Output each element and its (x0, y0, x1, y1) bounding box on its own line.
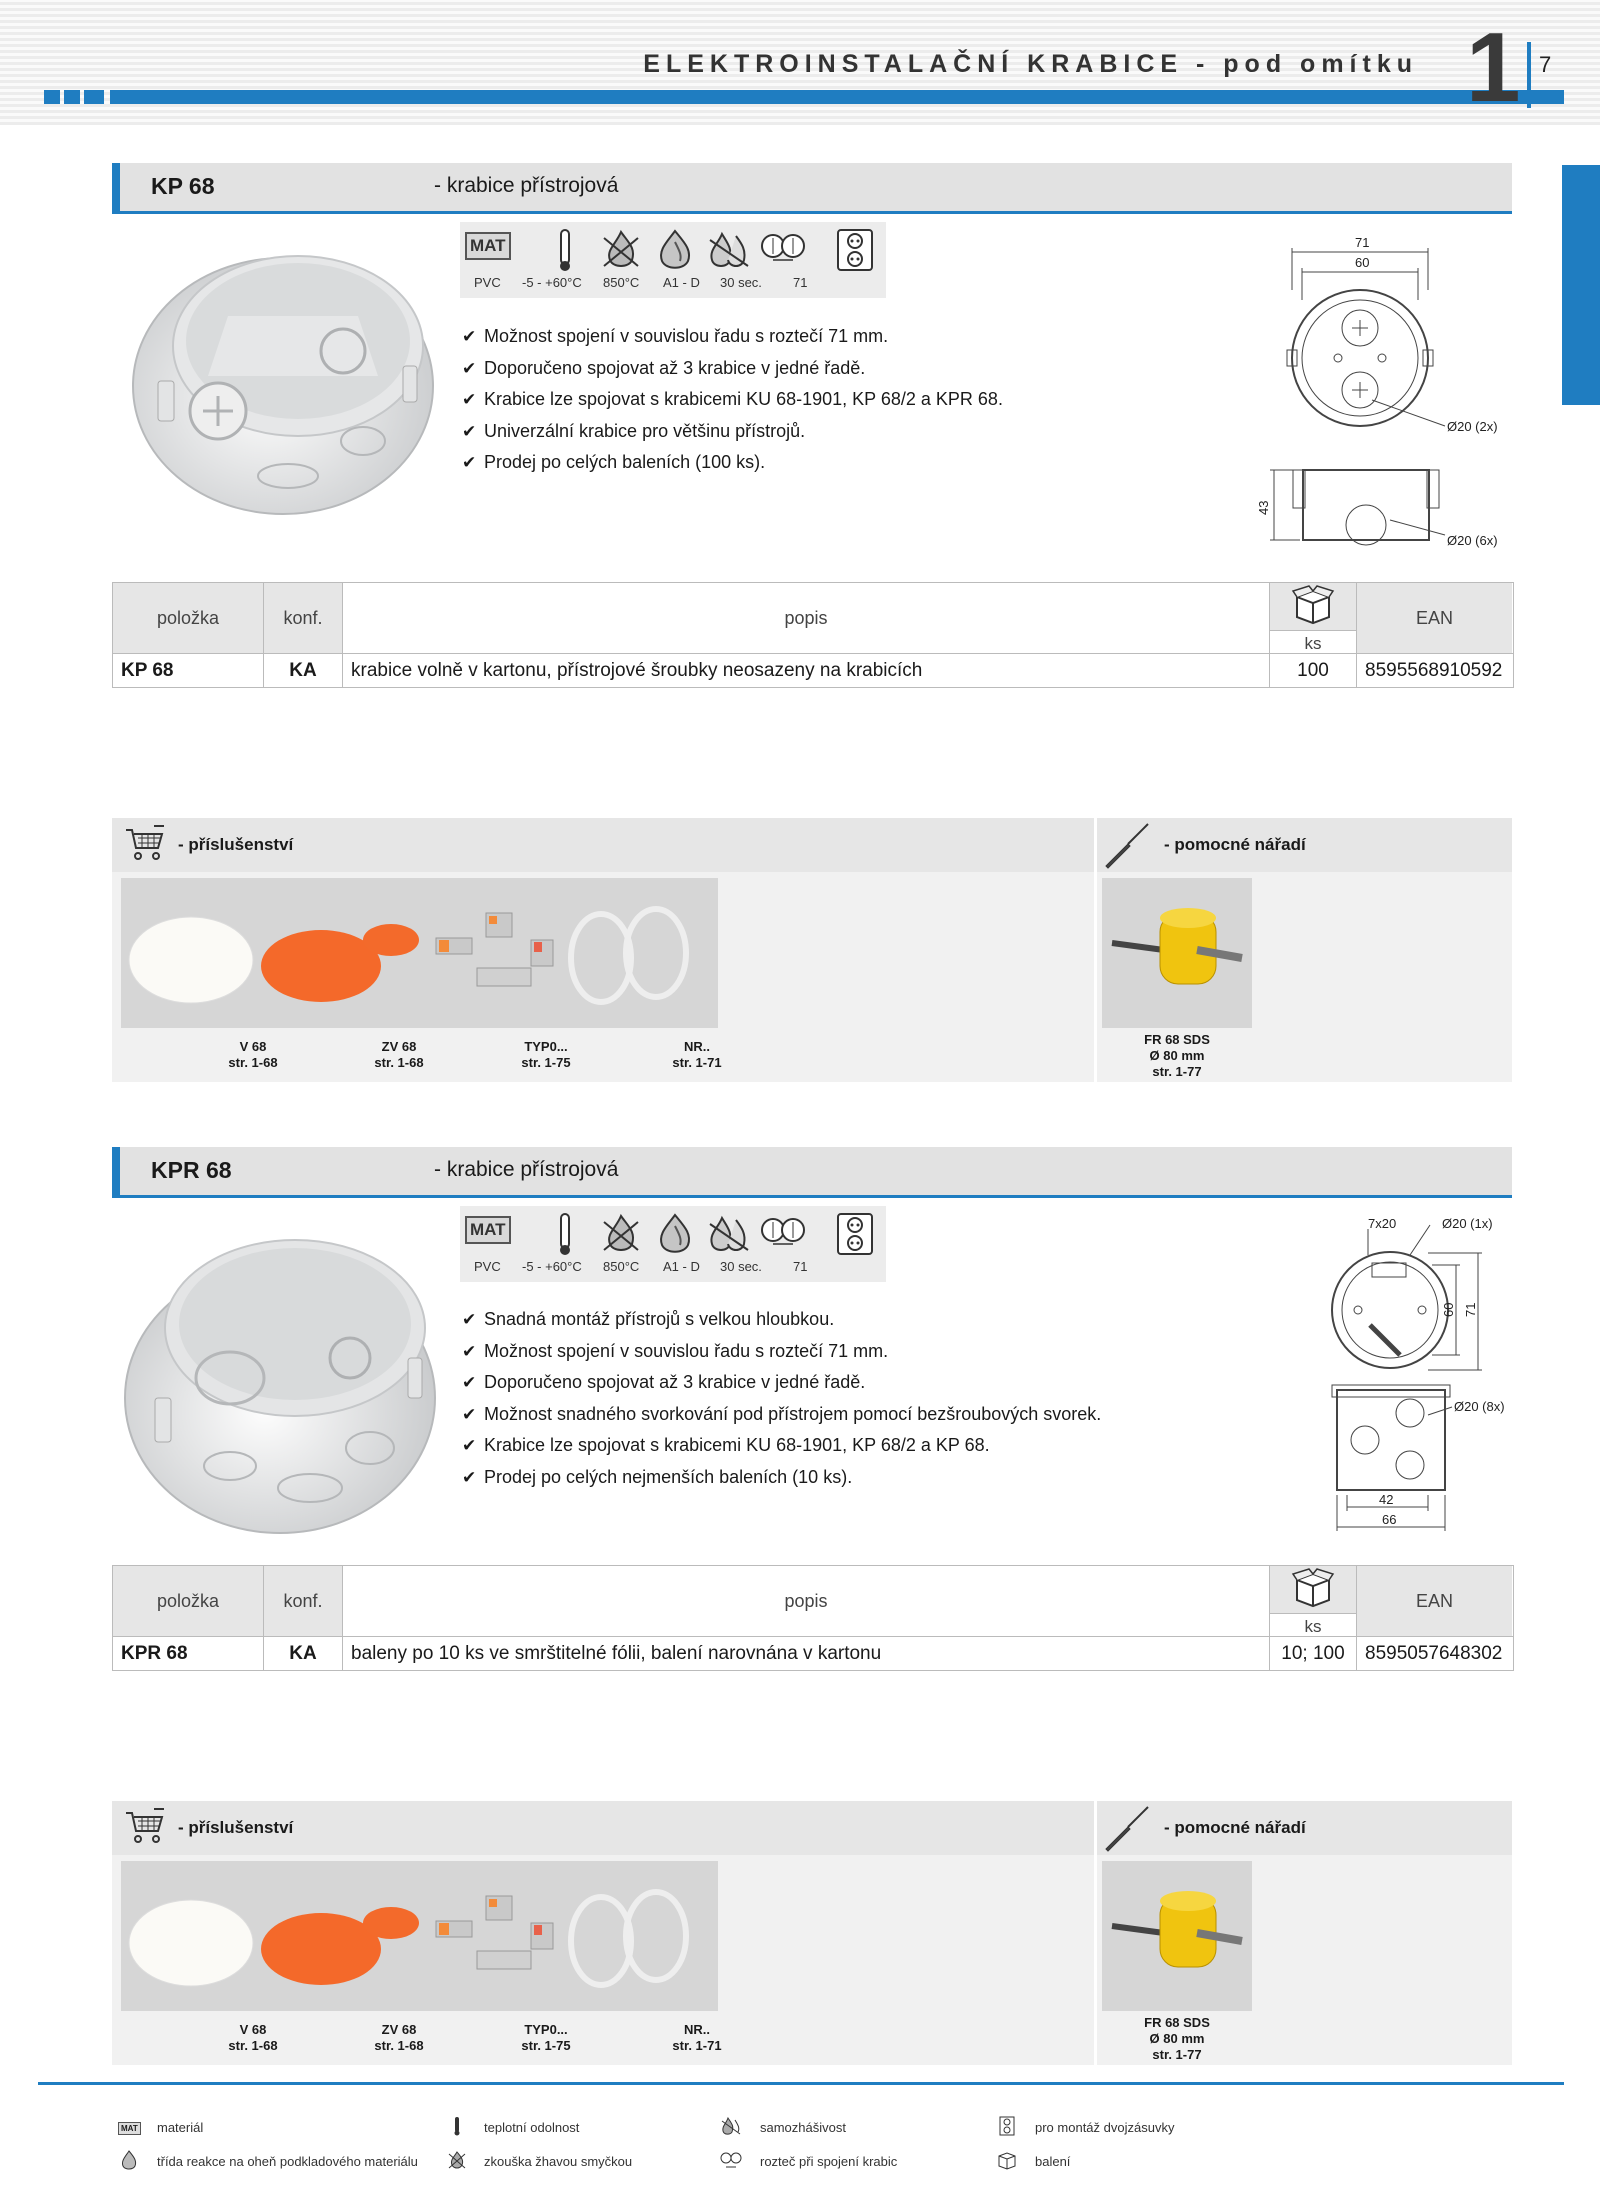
tool-label: FR 68 SDS Ø 80 mm str. 1-77 (1144, 2015, 1210, 2062)
dimension-label: Ø20 (8x) (1454, 1399, 1505, 1414)
dimension-label: Ø20 (6x) (1447, 533, 1498, 548)
cell-desc: baleny po 10 ks ve smrštitelné fólii, balení narovnána v kartonu (343, 1637, 1270, 1671)
section-header-kp68 (112, 163, 1512, 214)
cell-ean: 8595568910592 (1365, 660, 1503, 681)
list-item: ✔ Krabice lze spojovat s krabicemi KU 68-1901, KP 68/2 a KP 68. (462, 1435, 990, 1455)
column-header: konf. (264, 1566, 343, 1636)
legend-item-material (118, 2118, 141, 2136)
accessory-label: NR.. str. 1-71 (672, 1039, 722, 1070)
icon-label: -5 - +60°C (522, 1259, 582, 1274)
list-item: ✔ Krabice lze spojovat s krabicemi KU 68-1901, KP 68/2 a KPR 68. (462, 389, 1003, 409)
header-square (84, 90, 104, 104)
column-header: konf. (264, 583, 343, 653)
dimension-label: 43 (1256, 500, 1271, 515)
accessories-title: - příslušenství (178, 1818, 294, 1837)
legend-label: třída reakce na oheň podkladového materiálu (157, 2154, 418, 2169)
box-icon (996, 2150, 1018, 2170)
list-item: ✔ Doporučeno spojovat až 3 krabice v jedné řadě. (462, 357, 866, 378)
list-item: ✔ Snadná montáž přístrojů s velkou hloubkou. (462, 1309, 835, 1329)
cell-conf: KA (264, 1637, 343, 1671)
list-item: ✔ Univerzální krabice pro většinu přístrojů. (462, 420, 806, 441)
double-socket-icon (996, 2116, 1018, 2136)
icon-label: 850°C (603, 1259, 640, 1274)
cart-icon (124, 1807, 166, 1847)
panel-divider (1094, 1801, 1097, 2065)
section-accent (112, 1147, 120, 1198)
column-header: položka (113, 1566, 264, 1636)
cell-item: KP 68 (113, 654, 264, 688)
accessories-photo (121, 878, 718, 1028)
accessories-photo (121, 1861, 718, 2011)
self-extinguish-icon (706, 228, 752, 272)
accessories-panel (112, 818, 1512, 1082)
product-photo-kp68 (118, 226, 448, 521)
feature-list (462, 1304, 1101, 1493)
legend-label: balení (1035, 2154, 1071, 2169)
product-photo-kpr68 (110, 1218, 450, 1538)
dimension-label: 60 (1355, 255, 1370, 270)
cell-conf: KA (264, 654, 343, 688)
product-table-kpr68 (112, 1565, 1514, 1671)
dimension-label: 66 (1382, 1512, 1397, 1527)
box-icon (1291, 585, 1335, 625)
tool-label: FR 68 SDS Ø 80 mm str. 1-77 (1144, 1032, 1210, 1079)
header-square (64, 90, 80, 104)
icon-label: -5 - +60°C (522, 275, 582, 290)
fire-class-icon (652, 1212, 698, 1256)
accessory-label: V 68 str. 1-68 (228, 1039, 278, 1070)
double-socket-icon (832, 228, 878, 272)
icon-label: 850°C (603, 275, 640, 290)
fire-class-icon (118, 2150, 140, 2170)
technical-drawing-kpr68 (1310, 1215, 1540, 1535)
dimension-label: 60 (1441, 1302, 1456, 1317)
icon-label: PVC (474, 1259, 501, 1274)
material-icon: MAT (465, 1216, 511, 1260)
cart-icon (124, 824, 166, 864)
box-icon (1291, 1568, 1335, 1608)
property-icons (460, 222, 886, 298)
chapter-number: 1 (1466, 12, 1521, 122)
column-header: popis (343, 583, 1270, 653)
spacing-icon (760, 228, 806, 272)
column-header: položka (113, 583, 264, 653)
panel-divider (1094, 818, 1097, 1082)
legend-label: pro montáž dvojzásuvky (1035, 2120, 1175, 2135)
spacing-icon (720, 2150, 742, 2170)
list-item: ✔ Možnost snadného svorkování pod přístrojem pomocí bezšroubových svorek. (462, 1403, 1102, 1424)
property-icons (460, 1206, 886, 1282)
list-item: ✔ Prodej po celých baleních (100 ks). (462, 452, 766, 472)
dimension-label: Ø20 (2x) (1447, 419, 1498, 434)
icon-label: 71 (793, 275, 808, 290)
list-item: ✔ Doporučeno spojovat až 3 krabice v jedné řadě. (462, 1372, 866, 1392)
screwdriver-icon (1102, 822, 1152, 870)
thermometer-icon (542, 1212, 588, 1256)
glow-wire-icon (598, 1212, 644, 1256)
tool-photo (1102, 1861, 1252, 2011)
column-header: popis (343, 1566, 1270, 1636)
section-header-kpr68 (112, 1147, 1512, 1198)
glow-wire-icon (598, 228, 644, 272)
column-header-qty: ks (1270, 583, 1357, 653)
legend-label: rozteč při spojení krabic (760, 2154, 898, 2169)
header-bar (110, 90, 1564, 104)
header-square (44, 90, 60, 104)
icon-label: 30 sec. (720, 1259, 762, 1274)
accessory-label: ZV 68 str. 1-68 (374, 1039, 424, 1070)
thermometer-icon (542, 228, 588, 272)
icon-label: PVC (474, 275, 501, 290)
icon-label: A1 - D (663, 1259, 700, 1274)
list-item: ✔ Možnost spojení v souvislou řadu s roztečí 71 mm. (462, 326, 889, 346)
technical-drawing-kp68 (1240, 230, 1530, 550)
accessory-label: TYP0... str. 1-75 (521, 2022, 571, 2053)
legend-label: materiál (157, 2120, 204, 2135)
material-icon: MAT (118, 2122, 141, 2135)
tools-title: - pomocné nářadí (1164, 1818, 1306, 1837)
column-header: EAN (1357, 583, 1512, 653)
cell-item: KPR 68 (113, 1637, 264, 1671)
product-code: KPR 68 (151, 1157, 232, 1183)
dimension-label: 42 (1379, 1492, 1394, 1507)
icon-label: 71 (793, 1259, 808, 1274)
legend-divider (38, 2082, 1564, 2085)
tools-title: - pomocné nářadí (1164, 835, 1306, 854)
legend-label: samozhášivost (760, 2120, 846, 2135)
cell-qty: 10; 100 (1270, 1637, 1357, 1671)
column-header: EAN (1357, 1566, 1512, 1636)
spacing-icon (760, 1212, 806, 1256)
accessories-title: - příslušenství (178, 835, 294, 854)
dimension-label: 7x20 (1368, 1216, 1397, 1231)
page-number: 7 (1539, 52, 1552, 77)
product-code: KP 68 (151, 173, 215, 199)
list-item: ✔ Možnost spojení v souvislou řadu s roztečí 71 mm. (462, 1340, 889, 1361)
thermometer-icon (446, 2116, 468, 2136)
chapter-side-tab (1562, 165, 1600, 405)
legend-label: zkouška žhavou smyčkou (484, 2154, 633, 2169)
cell-qty: 100 (1270, 654, 1357, 688)
material-icon: MAT (465, 232, 511, 276)
glow-wire-icon (446, 2150, 468, 2170)
icon-label: 30 sec. (720, 275, 762, 290)
product-table-kp68 (112, 582, 1514, 688)
product-description: - krabice přístrojová (434, 174, 619, 197)
accessories-panel (112, 1801, 1512, 2065)
page-title: ELEKTROINSTALAČNÍ KRABICE - pod omítku (643, 50, 1418, 78)
self-extinguish-icon (706, 1212, 752, 1256)
section-accent (112, 163, 120, 214)
icon-label: A1 - D (663, 275, 700, 290)
column-header-qty: ks (1270, 1566, 1357, 1636)
screwdriver-icon (1102, 1805, 1152, 1853)
legend-label: teplotní odolnost (484, 2120, 580, 2135)
cell-desc: krabice volně v kartonu, přístrojové šroubky neosazeny na krabicích (343, 654, 1270, 688)
accessory-label: NR.. str. 1-71 (672, 2022, 722, 2053)
self-extinguish-icon (720, 2116, 742, 2136)
dimension-label: Ø20 (1x) (1442, 1216, 1493, 1231)
tool-photo (1102, 878, 1252, 1028)
feature-list (462, 321, 1003, 479)
dimension-label: 71 (1355, 235, 1370, 250)
accessory-label: ZV 68 str. 1-68 (374, 2022, 424, 2053)
fire-class-icon (652, 228, 698, 272)
accessory-label: V 68 str. 1-68 (228, 2022, 278, 2053)
product-description: - krabice přístrojová (434, 1158, 619, 1181)
list-item: ✔ Prodej po celých nejmenších baleních (10 ks). (462, 1466, 853, 1487)
accessory-label: TYP0... str. 1-75 (521, 1039, 571, 1070)
dimension-label: 71 (1463, 1302, 1478, 1317)
double-socket-icon (832, 1212, 878, 1256)
cell-ean: 8595057648302 (1365, 1643, 1503, 1664)
chapter-divider (1527, 42, 1531, 108)
